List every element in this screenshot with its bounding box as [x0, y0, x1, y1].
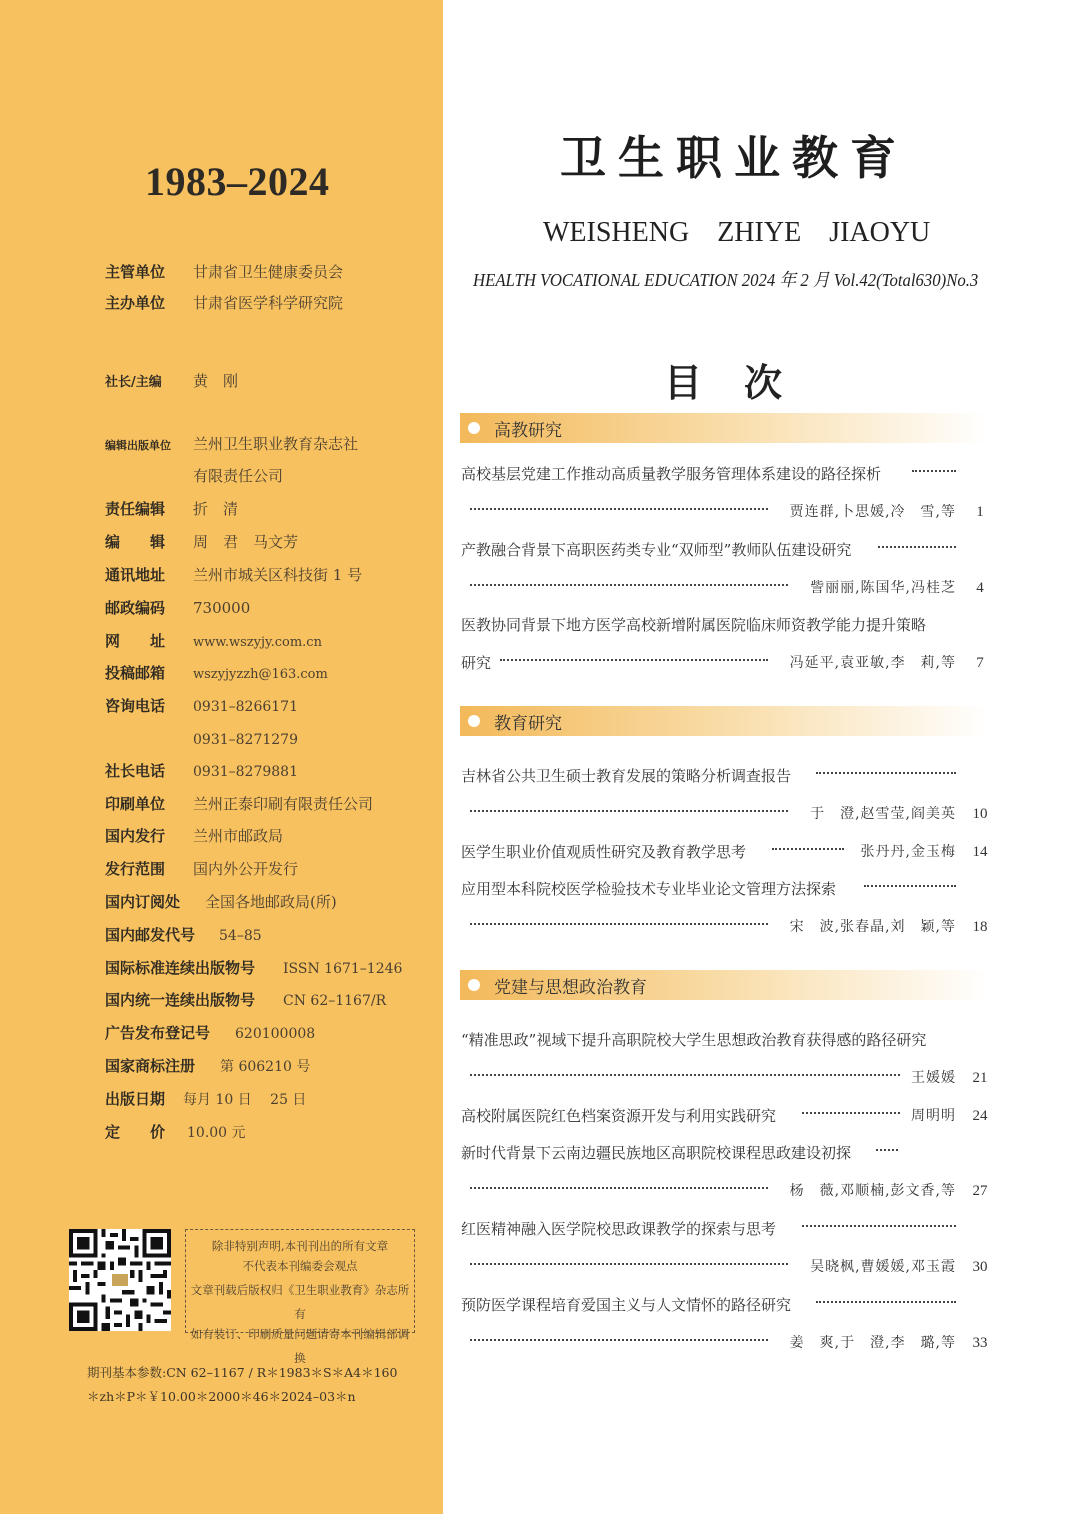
copyright-notice-box: [185, 1229, 415, 1365]
info-label: 主办单位: [105, 294, 166, 312]
bullet-icon: [468, 715, 480, 727]
info-value: 每月 10 日 25 日: [183, 1092, 307, 1108]
article-page: 21: [972, 1070, 988, 1086]
info-row-ad-registration: [105, 1023, 315, 1044]
article-page: 1: [976, 504, 984, 520]
info-row-supervisor: [105, 262, 343, 282]
journal-title-chinese: 卫生职业教育: [560, 131, 908, 185]
info-value: 54–85: [219, 928, 262, 944]
leader-dots: [912, 470, 956, 472]
info-row-website: [105, 631, 322, 653]
section-title: 高教研究: [494, 421, 562, 441]
article-page: 33: [972, 1335, 988, 1351]
info-row-postal-code: [105, 925, 262, 946]
info-label: 国内邮发代号: [105, 926, 196, 944]
info-row-email: [105, 663, 328, 685]
article-page: 27: [972, 1183, 988, 1199]
article-title[interactable]: 医学生职业价值观质性研究及教育教学思考: [461, 843, 747, 861]
section-title: 教育研究: [494, 714, 562, 734]
article-page: 30: [972, 1259, 988, 1275]
years-range: 1983–2024: [145, 159, 330, 204]
info-value: 10.00 元: [187, 1125, 246, 1141]
leader-dots: [470, 1339, 768, 1341]
info-value: 0931–8266171: [193, 699, 298, 715]
section-header-education: [460, 706, 990, 736]
article-title[interactable]: “精准思政”视域下提升高职院校大学生思想政治教育获得感的路径研究: [461, 1031, 927, 1049]
info-value: 第 606210 号: [220, 1059, 311, 1075]
info-value: 黄 刚: [193, 372, 239, 390]
info-label: 国际标准连续出版物号: [105, 959, 256, 977]
article-title[interactable]: 医教协同背景下地方医学高校新增附属医院临床师资教学能力提升策略: [461, 616, 927, 634]
info-label: 定 价: [105, 1123, 166, 1141]
leader-dots: [816, 772, 956, 774]
notice-line: 不代表本刊编委会观点: [242, 1259, 358, 1273]
journal-title-pinyin: WEISHENG ZHIYE JIAOYU: [543, 217, 931, 248]
info-row-distribution-scope: [105, 859, 298, 879]
info-row-printer: [105, 794, 373, 814]
article-authors: 吴晓枫,曹媛媛,邓玉霞: [810, 1259, 956, 1275]
info-value: 兰州市邮政局: [193, 827, 284, 845]
info-value: 甘肃省卫生健康委员会: [193, 263, 344, 281]
info-label: 通讯地址: [105, 566, 166, 584]
info-row-pub-date: [105, 1089, 306, 1110]
journal-params-line-2: ＊zh＊P＊￥10.00＊2000＊46＊2024–03＊n: [87, 1389, 356, 1404]
info-value: 国内外公开发行: [193, 860, 299, 878]
article-authors: 冯延平,袁亚敏,李 莉,等: [789, 655, 956, 671]
leader-dots: [878, 546, 956, 548]
toc-heading: 目次: [664, 360, 825, 405]
info-value: 有限责任公司: [193, 467, 284, 485]
leader-dots: [470, 584, 788, 586]
article-page: 18: [972, 919, 988, 935]
info-value: 全国各地邮政局(所): [205, 893, 337, 911]
info-label: 投稿邮箱: [105, 664, 166, 682]
journal-title-english-issue: HEALTH VOCATIONAL EDUCATION 2024 年 2 月 Vol.42(Total630)No.3: [473, 270, 979, 290]
article-authors: 杨 薇,邓顺楠,彭文香,等: [789, 1183, 956, 1199]
info-value: 620100008: [235, 1026, 316, 1042]
qr-code-icon[interactable]: [69, 1229, 171, 1331]
leader-dots: [470, 810, 788, 812]
article-authors: 訾丽丽,陈国华,冯桂芝: [810, 580, 956, 596]
leader-dots: [802, 1112, 900, 1114]
leader-dots: [470, 1187, 768, 1189]
notice-line: 如有装订、印刷质量问题请寄本刊编辑部调换: [190, 1327, 410, 1365]
info-row-sponsor: [105, 293, 343, 313]
left-info-panel: [0, 0, 443, 1514]
section-header-higher-ed: [460, 413, 990, 443]
info-value: CN 62–1167/R: [283, 993, 387, 1009]
info-label: 咨询电话: [105, 697, 166, 715]
info-label: 国内订阅处: [105, 893, 181, 911]
info-value: 0931–8271279: [193, 732, 298, 748]
info-row-responsible-editor: [105, 499, 238, 519]
article-title[interactable]: 高校基层党建工作推动高质量教学服务管理体系建设的路径探析: [461, 465, 882, 483]
article-authors: 王媛媛: [911, 1070, 956, 1086]
bullet-icon: [468, 422, 480, 434]
info-value: 甘肃省医学科学研究院: [193, 294, 344, 312]
info-row-editor-in-chief: [105, 371, 238, 393]
info-row-publisher-cont: [105, 466, 283, 486]
article-title[interactable]: 高校附属医院红色档案资源开发与利用实践研究: [461, 1107, 777, 1125]
notice-line: 除非特别声明,本刊刊出的所有文章: [211, 1239, 389, 1253]
info-value: 0931–8279881: [193, 764, 298, 780]
leader-dots: [816, 1301, 956, 1303]
info-row-phone-2: [105, 729, 298, 750]
article-page: 7: [976, 655, 984, 671]
info-value: 折 清: [193, 500, 239, 518]
info-label: 印刷单位: [105, 795, 166, 813]
info-label: 编辑出版单位: [105, 439, 171, 452]
info-row-president-phone: [105, 761, 298, 782]
article-page: 10: [972, 806, 988, 822]
info-value: 730000: [193, 599, 251, 617]
article-authors: 张丹丹,金玉梅: [860, 844, 956, 860]
leader-dots: [500, 659, 768, 661]
leader-dots: [864, 885, 956, 887]
info-row-postcode: [105, 598, 250, 618]
info-row-publisher: [105, 434, 358, 456]
info-row-cn: [105, 990, 386, 1011]
info-value: 兰州正泰印刷有限责任公司: [193, 795, 374, 813]
info-value[interactable]: wszyjyzzh@163.com: [193, 667, 328, 682]
leader-dots: [772, 848, 844, 850]
info-label: 主管单位: [105, 263, 166, 281]
info-label: 编 辑: [105, 533, 166, 551]
info-label: 广告发布登记号: [105, 1024, 211, 1042]
info-row-editors: [105, 532, 298, 552]
info-value: ISSN 1671–1246: [283, 961, 403, 977]
info-label: 发行范围: [105, 860, 166, 878]
article-title-cont[interactable]: 研究: [461, 654, 492, 672]
info-label: 邮政编码: [105, 599, 166, 617]
article-authors: 宋 波,张春晶,刘 颖,等: [789, 919, 956, 935]
article-page: 4: [976, 580, 984, 596]
article-title[interactable]: 产教融合背景下高职医药类专业“双师型”教师队伍建设研究: [461, 541, 852, 559]
bullet-icon: [468, 979, 480, 991]
info-row-trademark: [105, 1056, 310, 1077]
article-page: 14: [972, 844, 988, 860]
notice-line: 文章刊载后版权归《卫生职业教育》杂志所有: [190, 1283, 410, 1321]
info-label: 国内统一连续出版物号: [105, 991, 256, 1009]
info-value: 兰州卫生职业教育杂志社: [193, 435, 359, 453]
info-label: 国内发行: [105, 827, 166, 845]
info-label: 出版日期: [105, 1090, 166, 1108]
info-row-phone: [105, 696, 298, 717]
info-label: 社长/主编: [105, 375, 162, 390]
article-title[interactable]: 吉林省公共卫生硕士教育发展的策略分析调查报告: [461, 767, 792, 785]
leader-dots: [470, 1074, 900, 1076]
article-page: 24: [972, 1108, 988, 1124]
article-title[interactable]: 新时代背景下云南边疆民族地区高职院校课程思政建设初探: [461, 1144, 852, 1162]
article-authors: 贾连群,卜思媛,冷 雪,等: [789, 504, 956, 520]
journal-params-line-1: 期刊基本参数:CN 62–1167 / R＊1983＊S＊A4＊160: [87, 1365, 398, 1380]
info-label: 社长电话: [105, 762, 166, 780]
article-title[interactable]: 应用型本科院校医学检验技术专业毕业论文管理方法探索: [461, 880, 837, 898]
article-authors: 姜 爽,于 澄,李 璐,等: [789, 1335, 956, 1351]
leader-dots: [470, 1263, 788, 1265]
article-title[interactable]: 预防医学课程培育爱国主义与人文情怀的路径研究: [461, 1296, 792, 1314]
info-label: 责任编辑: [105, 500, 166, 518]
section-header-party-building: [460, 970, 990, 1000]
info-row-price: [105, 1122, 246, 1143]
info-row-issn: [105, 958, 402, 979]
leader-dots: [876, 1149, 898, 1151]
leader-dots: [802, 1225, 956, 1227]
info-label: 网 址: [105, 632, 166, 650]
article-title[interactable]: 红医精神融入医学院校思政课教学的探索与思考: [461, 1220, 777, 1238]
info-row-domestic-distribution: [105, 826, 283, 846]
info-value: 周 君 马文芳: [193, 533, 299, 551]
leader-dots: [470, 508, 768, 510]
info-value[interactable]: www.wszyjy.com.cn: [193, 635, 322, 650]
info-row-subscription: [105, 892, 337, 912]
article-authors: 周明明: [911, 1108, 956, 1124]
info-label: 国家商标注册: [105, 1057, 196, 1075]
section-title: 党建与思想政治教育: [494, 978, 647, 998]
article-authors: 于 澄,赵雪莹,阎美英: [810, 806, 956, 822]
leader-dots: [470, 923, 768, 925]
info-row-address: [105, 565, 362, 585]
info-value: 兰州市城关区科技街 1 号: [193, 566, 363, 584]
